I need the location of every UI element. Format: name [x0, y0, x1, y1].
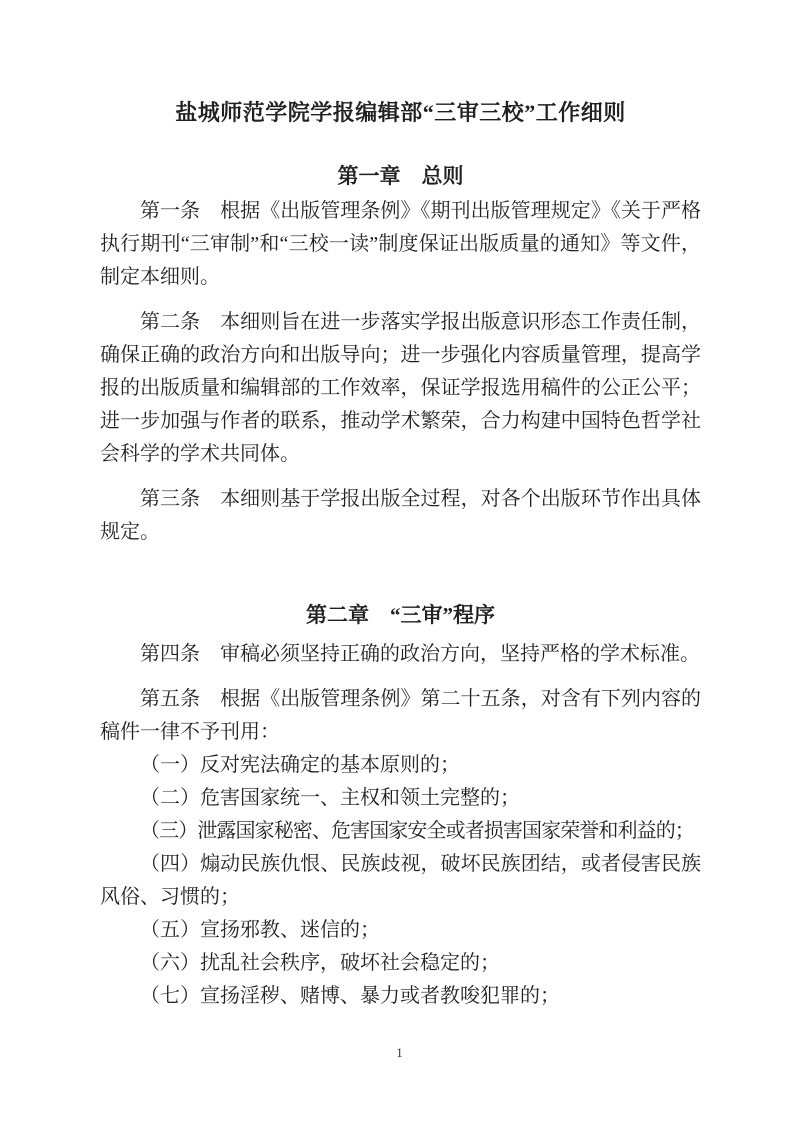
chapter-2-section: [100, 599, 701, 1013]
prohibited-content-list: [100, 749, 701, 1013]
article-3-paragraph: 第三条 本细则基于学报出版全过程，对各个出版环节作出具体规定。: [100, 488, 701, 543]
list-item: （二）危害国家统一、主权和领土完整的；: [140, 787, 520, 809]
article-5-paragraph: 第五条 根据《出版管理条例》第二十五条，对含有下列内容的稿件一律不予刊用：: [100, 688, 701, 743]
chapter-1-heading: 第一章 总则: [337, 164, 464, 188]
list-item: （三）泄露国家秘密、危害国家安全或者损害国家荣誉和利益的；: [140, 820, 694, 842]
chapter-1-section: [100, 160, 701, 549]
list-item: （六）扰乱社会秩序，破坏社会稳定的；: [140, 952, 500, 974]
page-footer: [0, 1045, 799, 1061]
list-item: （四）煽动民族仇恨、民族歧视，破坏民族团结，或者侵害民族风俗、习惯的；: [100, 853, 701, 908]
list-item: （五）宣扬邪教、迷信的；: [140, 919, 380, 941]
page-number: 1: [396, 1045, 403, 1060]
document-title: 盐城师范学院学报编辑部“三审三校”工作细则: [175, 100, 626, 125]
article-4-paragraph: 第四条 审稿必须坚持正确的政治方向，坚持严格的学术标准。: [140, 643, 700, 665]
chapter-2-heading: 第二章 “三审”程序: [306, 603, 495, 627]
list-item: （一）反对宪法确定的基本原则的；: [140, 754, 460, 776]
article-2-paragraph: 第二条 本细则旨在进一步落实学报出版意识形态工作责任制，确保正确的政治方向和出版导向；进一步强化内容质量管理，提高学报的出版质量和编辑部的工作效率，保证学报选用稿件的公正公平；进一步加强与作者的联系，推动学术繁荣，合力构建中国特色哲学社会科学的学术共同体。: [100, 311, 701, 465]
article-1-paragraph: 第一条 根据《出版管理条例》《期刊出版管理规定》《关于严格执行期刊“三审制”和“三校一读”制度保证出版质量的通知》等文件，制定本细则。: [100, 200, 701, 288]
list-item: （七）宣扬淫秽、赌博、暴力或者教唆犯罪的；: [140, 985, 560, 1007]
